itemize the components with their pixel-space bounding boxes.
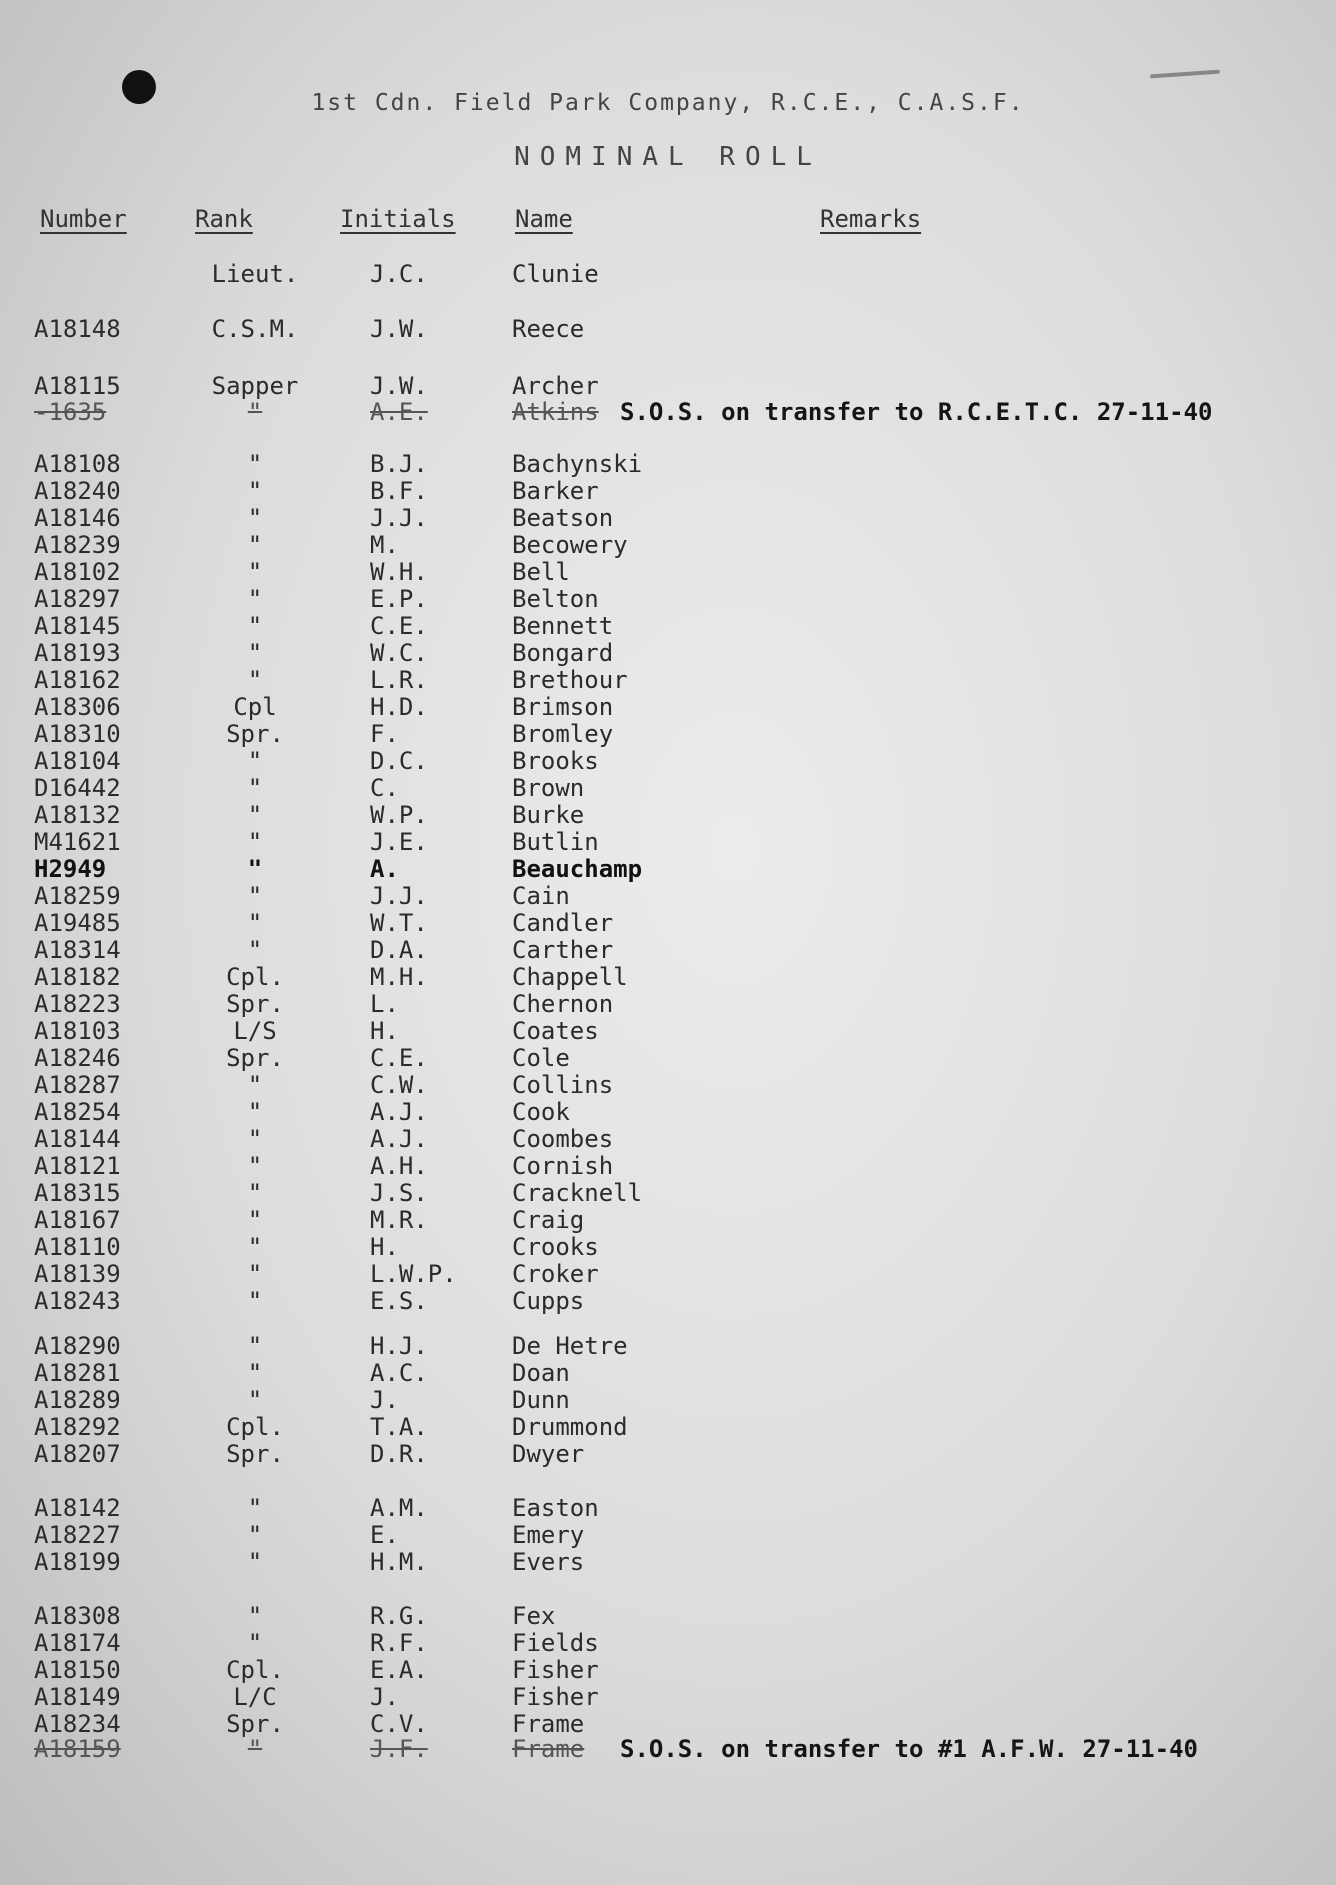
rank-cell: ": [247, 1287, 263, 1315]
rank-cell: ": [247, 531, 263, 559]
rank-cell: ": [247, 666, 263, 694]
table-row: [0, 315, 1336, 343]
surname-cell: Clunie: [512, 260, 599, 288]
table-row: [0, 801, 1336, 829]
regimental-number-cell: -1635: [34, 398, 107, 426]
initials-cell: C.E.: [370, 1044, 428, 1072]
rank-cell: ": [247, 504, 263, 532]
surname-cell: Bromley: [512, 720, 614, 748]
regimental-number-cell: A18289: [34, 1386, 121, 1414]
initials-cell: L.W.P.: [370, 1260, 457, 1288]
surname-cell: Cole: [512, 1044, 570, 1072]
table-row: [0, 1260, 1336, 1288]
rank-cell: ": [247, 1152, 263, 1180]
surname-cell: Brown: [512, 774, 585, 802]
regimental-number-cell: A18281: [34, 1359, 121, 1387]
regimental-number-cell: A18110: [34, 1233, 121, 1261]
surname-cell: Bongard: [512, 639, 614, 667]
rank-cell: ": [247, 1233, 263, 1261]
regimental-number-cell: A18104: [34, 747, 121, 775]
surname-cell: Cain: [512, 882, 570, 910]
table-row: [0, 531, 1336, 559]
surname-cell: Frame: [512, 1735, 585, 1763]
table-row: [0, 1125, 1336, 1153]
initials-cell: L.: [370, 990, 399, 1018]
initials-cell: J.F.: [370, 1735, 428, 1763]
regimental-number-cell: A18207: [34, 1440, 121, 1468]
table-row: [0, 1413, 1336, 1441]
surname-cell: Belton: [512, 585, 599, 613]
regimental-number-cell: A18174: [34, 1629, 121, 1657]
initials-cell: E.P.: [370, 585, 428, 613]
rank-cell: Spr.: [226, 1710, 284, 1738]
table-row: [0, 558, 1336, 586]
surname-cell: Fisher: [512, 1656, 599, 1684]
table-row: [0, 909, 1336, 937]
surname-cell: Reece: [512, 315, 585, 343]
rank-cell: ": [247, 1602, 263, 1630]
remarks-cell: S.O.S. on transfer to #1 A.F.W. 27-11-40: [620, 1735, 1198, 1763]
regimental-number-cell: A18287: [34, 1071, 121, 1099]
surname-cell: Chappell: [512, 963, 628, 991]
initials-cell: J.W.: [370, 372, 428, 400]
pen-mark: [1150, 70, 1220, 79]
rank-cell: ": [247, 801, 263, 829]
initials-cell: W.C.: [370, 639, 428, 667]
surname-cell: Collins: [512, 1071, 614, 1099]
table-row: [0, 1332, 1336, 1360]
initials-cell: J.: [370, 1683, 399, 1711]
regimental-number-cell: A18306: [34, 693, 121, 721]
initials-cell: R.G.: [370, 1602, 428, 1630]
table-row: [0, 450, 1336, 478]
rank-cell: C.S.M.: [211, 315, 299, 343]
rank-cell: ": [247, 882, 263, 910]
surname-cell: Atkins: [512, 398, 599, 426]
regimental-number-cell: D16442: [34, 774, 121, 802]
surname-cell: Crooks: [512, 1233, 599, 1261]
regimental-number-cell: A18246: [34, 1044, 121, 1072]
initials-cell: A.M.: [370, 1494, 428, 1522]
rank-cell: ": [247, 558, 263, 586]
initials-cell: R.F.: [370, 1629, 428, 1657]
initials-cell: J.J.: [370, 504, 428, 532]
table-row: [0, 1044, 1336, 1072]
regimental-number-cell: A18103: [34, 1017, 121, 1045]
table-row: [0, 693, 1336, 721]
surname-cell: Evers: [512, 1548, 585, 1576]
table-row: [0, 774, 1336, 802]
rank-cell: ": [247, 1629, 263, 1657]
surname-cell: Barker: [512, 477, 599, 505]
regimental-number-cell: A18227: [34, 1521, 121, 1549]
table-row: [0, 1233, 1336, 1261]
surname-cell: Craig: [512, 1206, 585, 1234]
surname-cell: Doan: [512, 1359, 570, 1387]
table-row: [0, 666, 1336, 694]
rank-cell: Spr.: [226, 720, 284, 748]
regimental-number-cell: A18132: [34, 801, 121, 829]
initials-cell: A.: [370, 855, 399, 883]
regimental-number-cell: A18108: [34, 450, 121, 478]
rank-cell: ": [247, 1125, 263, 1153]
surname-cell: Cracknell: [512, 1179, 643, 1207]
table-row: [0, 1548, 1336, 1576]
table-row: [0, 1440, 1336, 1468]
rank-cell: ": [247, 639, 263, 667]
regimental-number-cell: A18142: [34, 1494, 121, 1522]
rank-cell: ": [247, 1179, 263, 1207]
table-row: [0, 1287, 1336, 1315]
table-row: [0, 1017, 1336, 1045]
initials-cell: H.D.: [370, 693, 428, 721]
table-row: [0, 1071, 1336, 1099]
regimental-number-cell: A18150: [34, 1656, 121, 1684]
regimental-number-cell: A18167: [34, 1206, 121, 1234]
regimental-number-cell: A18310: [34, 720, 121, 748]
regimental-number-cell: A18144: [34, 1125, 121, 1153]
regimental-number-cell: A18308: [34, 1602, 121, 1630]
table-row: [0, 1602, 1336, 1630]
document-subtitle: NOMINAL ROLL: [514, 142, 822, 172]
regimental-number-cell: A18162: [34, 666, 121, 694]
regimental-number-cell: A18254: [34, 1098, 121, 1126]
rank-cell: ": [247, 1260, 263, 1288]
regimental-number-cell: A18102: [34, 558, 121, 586]
initials-cell: W.T.: [370, 909, 428, 937]
regimental-number-cell: A18121: [34, 1152, 121, 1180]
initials-cell: M.H.: [370, 963, 428, 991]
table-row: [0, 639, 1336, 667]
surname-cell: Cornish: [512, 1152, 614, 1180]
rank-cell: Cpl.: [226, 1413, 284, 1441]
rank-cell: Cpl: [233, 693, 277, 721]
table-row: [0, 1206, 1336, 1234]
table-row: [0, 990, 1336, 1018]
table-row: [0, 504, 1336, 532]
regimental-number-cell: A18159: [34, 1735, 121, 1763]
rank-cell: ": [247, 477, 263, 505]
rank-cell: ": [247, 1359, 263, 1387]
rank-cell: ": [247, 1098, 263, 1126]
regimental-number-cell: A18239: [34, 531, 121, 559]
rank-cell: L/S: [233, 1017, 277, 1045]
rank-cell: ": [247, 1332, 263, 1360]
header-rank: Rank: [195, 205, 253, 233]
initials-cell: A.E.: [370, 398, 428, 426]
rank-cell: ": [247, 774, 263, 802]
initials-cell: T.A.: [370, 1413, 428, 1441]
surname-cell: Bell: [512, 558, 570, 586]
regimental-number-cell: A18223: [34, 990, 121, 1018]
initials-cell: H.J.: [370, 1332, 428, 1360]
rank-cell: Spr.: [226, 990, 284, 1018]
table-row: [0, 747, 1336, 775]
surname-cell: Bennett: [512, 612, 614, 640]
rank-cell: ": [247, 828, 263, 856]
table-row: [0, 1683, 1336, 1711]
initials-cell: C.V.: [370, 1710, 428, 1738]
surname-cell: Beatson: [512, 504, 614, 532]
table-row: [0, 855, 1336, 883]
regimental-number-cell: A18182: [34, 963, 121, 991]
surname-cell: Chernon: [512, 990, 614, 1018]
initials-cell: W.H.: [370, 558, 428, 586]
rank-cell: Spr.: [226, 1044, 284, 1072]
initials-cell: C.: [370, 774, 399, 802]
table-row: [0, 1521, 1336, 1549]
table-row: [0, 1656, 1336, 1684]
surname-cell: Butlin: [512, 828, 599, 856]
rank-cell: Cpl.: [226, 963, 284, 991]
initials-cell: A.J.: [370, 1125, 428, 1153]
regimental-number-cell: A18139: [34, 1260, 121, 1288]
rank-cell: ": [247, 1206, 263, 1234]
regimental-number-cell: A18240: [34, 477, 121, 505]
regimental-number-cell: A18234: [34, 1710, 121, 1738]
table-row: [0, 1359, 1336, 1387]
initials-cell: W.P.: [370, 801, 428, 829]
rank-cell: ": [247, 398, 263, 426]
rank-cell: ": [247, 612, 263, 640]
rank-cell: ": [247, 1494, 263, 1522]
initials-cell: J.: [370, 1386, 399, 1414]
surname-cell: Bachynski: [512, 450, 643, 478]
initials-cell: H.: [370, 1017, 399, 1045]
rank-cell: ": [247, 450, 263, 478]
table-row: [0, 477, 1336, 505]
initials-cell: A.H.: [370, 1152, 428, 1180]
table-row: [0, 372, 1336, 400]
initials-cell: C.W.: [370, 1071, 428, 1099]
initials-cell: A.J.: [370, 1098, 428, 1126]
surname-cell: De Hetre: [512, 1332, 628, 1360]
surname-cell: Fields: [512, 1629, 599, 1657]
initials-cell: B.J.: [370, 450, 428, 478]
initials-cell: J.W.: [370, 315, 428, 343]
initials-cell: J.E.: [370, 828, 428, 856]
regimental-number-cell: A18146: [34, 504, 121, 532]
regimental-number-cell: A18148: [34, 315, 121, 343]
initials-cell: M.R.: [370, 1206, 428, 1234]
surname-cell: Croker: [512, 1260, 599, 1288]
rank-cell: Cpl.: [226, 1656, 284, 1684]
initials-cell: E.S.: [370, 1287, 428, 1315]
initials-cell: H.: [370, 1233, 399, 1261]
surname-cell: Brooks: [512, 747, 599, 775]
table-row: [0, 1629, 1336, 1657]
table-row: [0, 1386, 1336, 1414]
surname-cell: Brethour: [512, 666, 628, 694]
regimental-number-cell: A18199: [34, 1548, 121, 1576]
initials-cell: E.A.: [370, 1656, 428, 1684]
surname-cell: Candler: [512, 909, 614, 937]
table-row: [0, 612, 1336, 640]
regimental-number-cell: A18314: [34, 936, 121, 964]
surname-cell: Easton: [512, 1494, 599, 1522]
surname-cell: Dunn: [512, 1386, 570, 1414]
regimental-number-cell: A18297: [34, 585, 121, 613]
initials-cell: D.R.: [370, 1440, 428, 1468]
table-row: [0, 828, 1336, 856]
initials-cell: L.R.: [370, 666, 428, 694]
rank-cell: ": [247, 747, 263, 775]
initials-cell: E.: [370, 1521, 399, 1549]
surname-cell: Brimson: [512, 693, 614, 721]
rank-cell: ": [247, 909, 263, 937]
regimental-number-cell: A18290: [34, 1332, 121, 1360]
surname-cell: Carther: [512, 936, 614, 964]
surname-cell: Frame: [512, 1710, 585, 1738]
table-row: [0, 1735, 1336, 1763]
table-row: [0, 1179, 1336, 1207]
header-remarks: Remarks: [820, 205, 922, 233]
rank-cell: ": [247, 855, 263, 883]
rank-cell: L/C: [233, 1683, 277, 1711]
remarks-cell: S.O.S. on transfer to R.C.E.T.C. 27-11-40: [620, 398, 1213, 426]
surname-cell: Coates: [512, 1017, 599, 1045]
initials-cell: H.M.: [370, 1548, 428, 1576]
header-initials: Initials: [340, 205, 456, 233]
surname-cell: Fisher: [512, 1683, 599, 1711]
initials-cell: J.J.: [370, 882, 428, 910]
rank-cell: ": [247, 1521, 263, 1549]
rank-cell: ": [247, 1548, 263, 1576]
surname-cell: Beauchamp: [512, 855, 643, 883]
regimental-number-cell: A18149: [34, 1683, 121, 1711]
header-name: Name: [515, 205, 573, 233]
rank-cell: Spr.: [226, 1440, 284, 1468]
document-title: 1st Cdn. Field Park Company, R.C.E., C.A.S.F.: [311, 90, 1025, 116]
table-row: [0, 882, 1336, 910]
rank-cell: ": [247, 1386, 263, 1414]
table-row: [0, 1098, 1336, 1126]
table-row: [0, 1710, 1336, 1738]
surname-cell: Dwyer: [512, 1440, 585, 1468]
initials-cell: C.E.: [370, 612, 428, 640]
regimental-number-cell: A18193: [34, 639, 121, 667]
regimental-number-cell: A18292: [34, 1413, 121, 1441]
regimental-number-cell: A18145: [34, 612, 121, 640]
rank-cell: Lieut.: [211, 260, 299, 288]
regimental-number-cell: A18243: [34, 1287, 121, 1315]
regimental-number-cell: A18115: [34, 372, 121, 400]
regimental-number-cell: A18259: [34, 882, 121, 910]
table-row: [0, 260, 1336, 288]
initials-cell: F.: [370, 720, 399, 748]
table-row: [0, 398, 1336, 426]
table-row: [0, 936, 1336, 964]
rank-cell: ": [247, 1735, 263, 1763]
surname-cell: Archer: [512, 372, 599, 400]
surname-cell: Fex: [512, 1602, 556, 1630]
rank-cell: Sapper: [211, 372, 299, 400]
initials-cell: M.: [370, 531, 399, 559]
table-row: [0, 963, 1336, 991]
rank-cell: ": [247, 585, 263, 613]
initials-cell: B.F.: [370, 477, 428, 505]
regimental-number-cell: H2949: [34, 855, 107, 883]
initials-cell: D.A.: [370, 936, 428, 964]
rank-cell: ": [247, 936, 263, 964]
initials-cell: J.S.: [370, 1179, 428, 1207]
initials-cell: J.C.: [370, 260, 428, 288]
surname-cell: Coombes: [512, 1125, 614, 1153]
table-row: [0, 585, 1336, 613]
surname-cell: Cupps: [512, 1287, 585, 1315]
surname-cell: Burke: [512, 801, 585, 829]
regimental-number-cell: A18315: [34, 1179, 121, 1207]
surname-cell: Drummond: [512, 1413, 628, 1441]
table-row: [0, 1152, 1336, 1180]
rank-cell: ": [247, 1071, 263, 1099]
regimental-number-cell: M41621: [34, 828, 121, 856]
surname-cell: Emery: [512, 1521, 585, 1549]
header-number: Number: [40, 205, 127, 233]
surname-cell: Becowery: [512, 531, 628, 559]
table-row: [0, 1494, 1336, 1522]
table-row: [0, 720, 1336, 748]
surname-cell: Cook: [512, 1098, 570, 1126]
initials-cell: D.C.: [370, 747, 428, 775]
initials-cell: A.C.: [370, 1359, 428, 1387]
regimental-number-cell: A19485: [34, 909, 121, 937]
